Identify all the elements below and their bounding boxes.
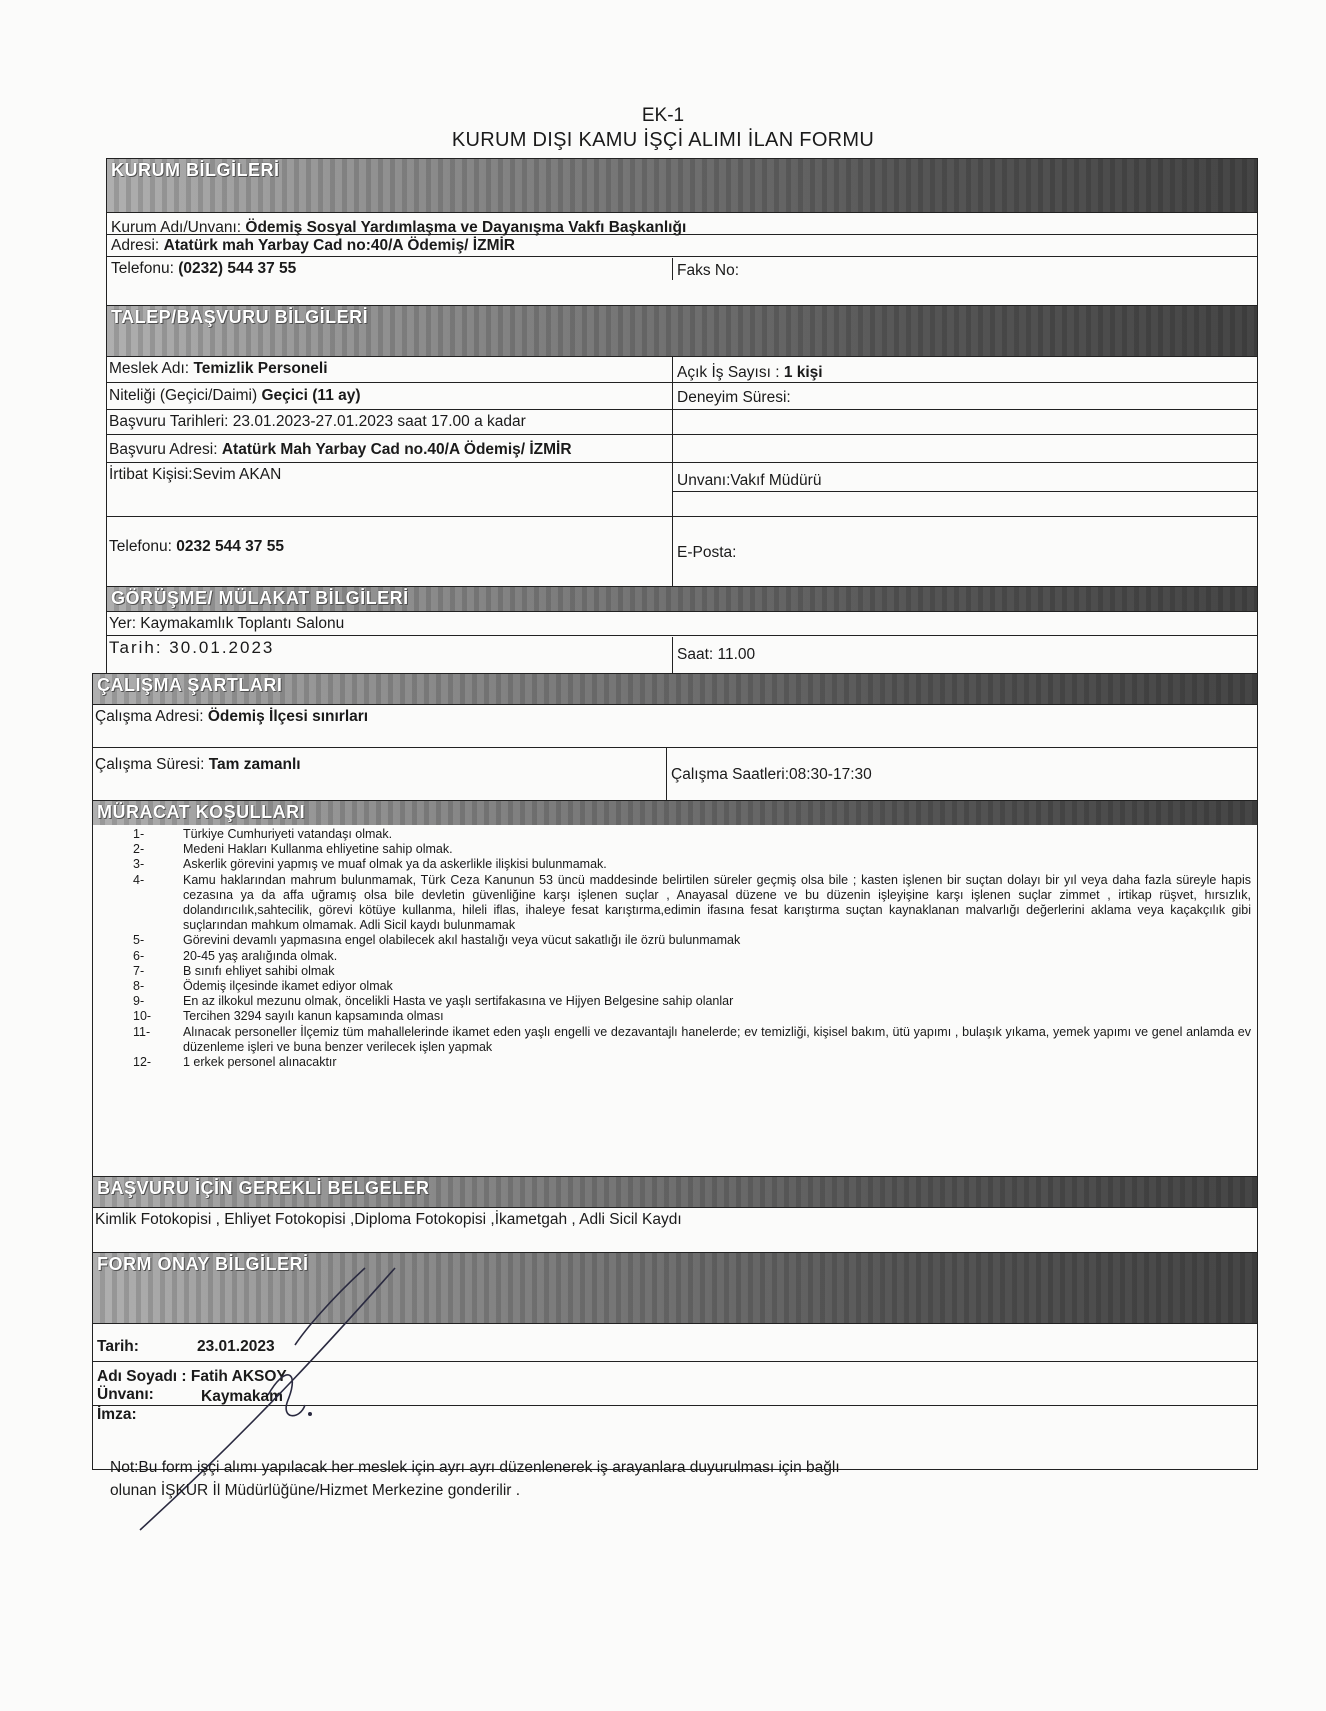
item-text: B sınıfı ehliyet sahibi olmak [183, 963, 335, 978]
kurum-phone-label: Telefonu: [111, 260, 179, 277]
meslek-label: Meslek Adı: [109, 360, 194, 377]
section-band [93, 801, 1257, 825]
list-item [133, 857, 1251, 872]
eposta-label: E-Posta: [677, 544, 737, 561]
acik-is-label: Açık İş Sayısı : [677, 364, 784, 381]
item-num: 12- [133, 1055, 152, 1070]
list-item [133, 827, 1251, 842]
section-band [107, 587, 1257, 611]
note-line-2: olunan İŞKUR İl Müdürlüğüne/Hizmet Merkezine gonderilir . [110, 1482, 521, 1499]
belgeler-section [92, 1176, 1258, 1254]
item-text: Askerlik görevini yapmış ve muaf olmak ya da askerlikle ilişkisi bulunmamak. [183, 857, 607, 872]
kurum-fax-label: Faks No: [677, 262, 740, 279]
note-line-1: Not:Bu form işçi alımı yapılacak her meslek için ayrı ayrı düzenlenerek iş arayanlara duyurulması için bağlı [110, 1459, 840, 1476]
item-num: 4- [133, 872, 145, 887]
section-title: ÇALIŞMA ŞARTLARI [97, 675, 283, 695]
list-item [133, 1055, 1251, 1070]
unvan-text: Unvanı:Vakıf Müdürü [677, 472, 822, 489]
onay-tarih-value: 23.01.2023 [197, 1338, 275, 1355]
item-text: Alınacak personeller İlçemiz tüm mahallelerinde ikamet eden yaşlı engelli ve dezavantajlı hanelerde; ev temizliği, kişisel bakım, ütü yapımı , bulaşık yıkama, yemek yapımı ve genel anlamda ev düzenleme işleri ve buna benzer verilecek işlen yapmak [183, 1024, 1251, 1054]
kurum-address-value: Atatürk mah Yarbay Cad no:40/A Ödemiş/ İZMİR [163, 237, 515, 254]
item-text: Tercihen 3294 sayılı kanun kapsamında olması [183, 1009, 444, 1024]
kurum-address-row [107, 234, 1257, 254]
list-item [133, 964, 1251, 979]
muracat-section [92, 800, 1258, 1178]
section-band [107, 306, 1257, 356]
irtibat-row [107, 462, 1257, 489]
item-text: Türkiye Cumhuriyeti vatandaşı olmak. [183, 827, 393, 841]
list-item [133, 873, 1251, 934]
onay-unvan-value: Kaymakam [201, 1388, 283, 1405]
list-item [133, 979, 1251, 994]
item-num: 1- [133, 827, 145, 841]
onay-ad-label: Adı Soyadı : [97, 1368, 191, 1385]
meslek-value: Temizlik Personeli [193, 360, 328, 377]
nitelik-label: Niteliği (Geçici/Daimi) [109, 387, 262, 404]
nitelik-row [107, 382, 1257, 406]
meslek-row [107, 356, 1257, 381]
kurum-address-label: Adresi: [111, 237, 164, 254]
calisma-section [92, 673, 1258, 802]
gorusme-tarih-text: Tarih: 30.01.2023 [109, 638, 275, 657]
gorusme-tarih-row [107, 635, 1257, 663]
section-title: GÖRÜŞME/ MÜLAKAT BİLGİLERİ [111, 588, 409, 608]
onay-section [92, 1252, 1258, 1470]
item-text: Kamu haklarından mahrum bulunmamak, Türk Ceza Kanunun 53 üncü maddesinde belirtilen süreler geçmiş olsa bile ; kasten işlenen bir suçtan dolayı bir yıl veya daha fazla süreyle hapis cezasına ya da affa uğramış olsa bile devletin güvenliğine karşı işlenen suçlar , Anayasal düzene ve bu düzenin işleyişine karşı işlenen suçlar zimmet , irtikap rüşvet, hırsızlık, dolandırıcılık,sahtecilik, görevi kötüye kullanma, hileli iflas, ihaleye fesat karıştırma,edimin ifasına fesat karıştırma suçtan kaynaklanan malvarlığı değerlerini aklama veya kaçakçılık gibi suçlarından mahkum olmamak. Adli Sicil kaydı bulunmamak [183, 872, 1251, 933]
kurum-section [106, 158, 1258, 306]
list-item [133, 842, 1251, 857]
item-num: 8- [133, 979, 145, 994]
item-text: Medeni Hakları Kullanma ehliyetine sahip olmak. [183, 842, 453, 857]
section-title: KURUM BİLGİLERİ [111, 160, 280, 180]
belgeler-row [93, 1207, 1257, 1228]
item-text: Ödemiş ilçesinde ikamet ediyor olmak [183, 979, 393, 994]
gorusme-yer-text: Yer: Kaymakamlık Toplantı Salonu [109, 615, 345, 632]
kurum-name-label: Kurum Adı/Unvanı: [111, 219, 246, 236]
kurum-phone-value: (0232) 544 37 55 [178, 260, 297, 277]
section-band [107, 159, 1257, 212]
list-item [133, 994, 1251, 1009]
kurum-name-value: Ödemiş Sosyal Yardımlaşma ve Dayanışma Vakfı Başkanlığı [245, 219, 687, 236]
basvuru-tarih-row [107, 409, 1257, 430]
tel-label: Telefonu: [109, 538, 177, 555]
section-band [93, 1177, 1257, 1207]
form-title: KURUM DIŞI KAMU İŞÇİ ALIMI İLAN FORMU [451, 129, 875, 151]
deneyim-label: Deneyim Süresi: [677, 389, 791, 406]
calisma-sure-value: Tam zamanlı [208, 756, 301, 773]
belgeler-text: Kimlik Fotokopisi , Ehliyet Fotokopisi ,Diploma Fotokopisi ,İkametgah , Adli Sicil Kaydı [95, 1211, 682, 1228]
talep-section [106, 305, 1258, 587]
section-title: TALEP/BAŞVURU BİLGİLERİ [111, 307, 369, 327]
calisma-saat-text: Çalışma Saatleri:08:30-17:30 [671, 766, 872, 783]
gorusme-yer-row [107, 611, 1257, 632]
item-num: 11- [133, 1024, 151, 1039]
item-num: 7- [133, 963, 145, 978]
item-num: 10- [133, 1009, 152, 1024]
item-num: 6- [133, 948, 145, 963]
tel-value: 0232 544 37 55 [176, 538, 284, 555]
form-code: EK-1 [641, 105, 685, 126]
calisma-adres-label: Çalışma Adresi: [95, 708, 208, 725]
calisma-adres-value: Ödemiş İlçesi sınırları [207, 708, 369, 725]
form-note [110, 1456, 840, 1502]
onay-ad-value: Fatih AKSOY [190, 1368, 287, 1385]
item-text: En az ilkokul mezunu olmak, öncelikli Hasta ve yaşlı sertifakasına ve Hijyen Belgesine sahip olanlar [183, 994, 734, 1009]
item-num: 9- [133, 994, 145, 1009]
nitelik-value: Geçici (11 ay) [261, 387, 361, 404]
section-title: FORM ONAY BİLGİLERİ [97, 1254, 309, 1274]
onay-kisi-row [93, 1361, 1257, 1423]
item-text: 1 erkek personel alınacaktır [183, 1055, 337, 1070]
section-band [93, 674, 1257, 704]
calisma-adres-row [93, 704, 1257, 725]
section-band [93, 1253, 1257, 1323]
basvuru-adres-label: Başvuru Adresi: [109, 441, 222, 458]
item-text: 20-45 yaş aralığında olmak. [183, 948, 338, 963]
item-num: 5- [133, 933, 145, 948]
calisma-sure-label: Çalışma Süresi: [95, 756, 209, 773]
basvuru-tarih-text: Başvuru Tarihleri: 23.01.2023-27.01.2023 saat 17.00 a kadar [109, 413, 526, 430]
irtibat-text: İrtibat Kişisi:Sevim AKAN [109, 466, 282, 483]
basvuru-adres-value: Atatürk Mah Yarbay Cad no.40/A Ödemiş/ İZMİR [221, 441, 572, 458]
acik-is-value: 1 kişi [783, 364, 823, 381]
iletisim-row [107, 516, 1257, 561]
list-item [133, 949, 1251, 964]
onay-unvan-label: Ünvanı: [97, 1386, 154, 1403]
gorusme-section [106, 586, 1258, 674]
item-num: 2- [133, 842, 145, 857]
form-header [0, 104, 1326, 153]
basvuru-adres-row [107, 434, 1257, 458]
calisma-sure-row [93, 747, 1257, 783]
gorusme-saat-text: Saat: 11.00 [677, 646, 756, 663]
kurum-name-row [107, 212, 1257, 236]
onay-tarih-label: Tarih: [97, 1338, 139, 1355]
kurum-phone-row [107, 256, 1257, 279]
list-item [133, 1025, 1251, 1055]
section-title: BAŞVURU İÇİN GEREKLİ BELGELER [97, 1178, 430, 1198]
item-text: Görevini devamlı yapmasına engel olabilecek akıl hastalığı veya vücut sakatlığı ile özrü bulunmamak [183, 933, 741, 948]
muracat-list [133, 827, 1251, 1070]
list-item [133, 933, 1251, 948]
onay-tarih-row [93, 1323, 1257, 1355]
item-num: 3- [133, 857, 145, 872]
section-title: MÜRACAT KOŞULLARI [97, 802, 306, 822]
list-item [133, 1009, 1251, 1024]
onay-imza-label: İmza: [97, 1406, 137, 1423]
